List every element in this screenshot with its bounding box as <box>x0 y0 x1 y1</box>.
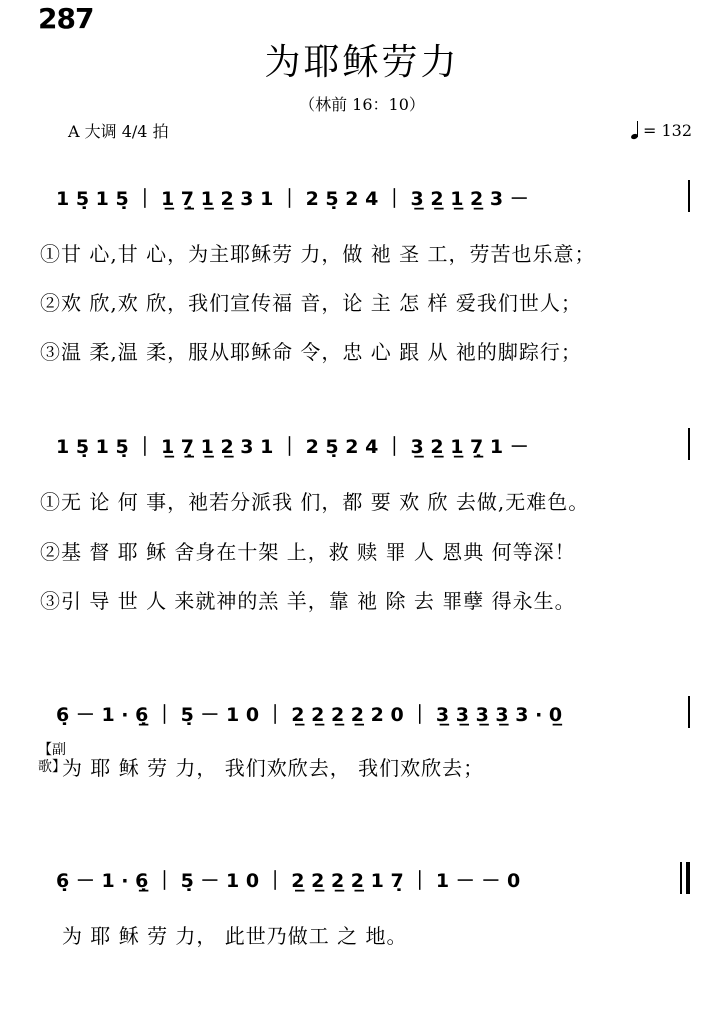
lyric-line-1-2: ②欢 欣,欢 欣，我们宣传福 音，论 主 怎 样 爱我们世人； <box>40 291 582 315</box>
lyric-line-3-1: 为 耶 稣 劳 力， 我们欢欣去， 我们欢欣去； <box>62 756 485 780</box>
hymn-number: 287 <box>38 2 94 35</box>
tempo-marking <box>631 119 692 140</box>
final-barline-thick <box>686 862 690 894</box>
notation-line-2: 1 5̣ 1 5̣ ｜ 1̲ 7̲̣ 1̲ 2̲ 3 1 ｜ 2 5̣ 2 4 ｜ 3̲ 2̲ 1̲ 7̲̣ 1 － <box>56 436 529 458</box>
tempo-value: = 132 <box>642 121 692 140</box>
final-barline-thin <box>680 862 682 894</box>
quarter-note-icon <box>631 119 641 139</box>
notation-line-1: 1 5̣ 1 5̣ ｜ 1̲ 7̲̣ 1̲ 2̲ 3 1 ｜ 2 5̣ 2 4 ｜ 3̲ 2̲ 1̲ 2̲ 3 － <box>56 188 529 210</box>
end-barline-2 <box>688 428 690 460</box>
lyric-line-2-1: ①无 论 何 事，祂若分派我 们，都 要 欢 欣 去做,无难色。 <box>40 490 590 514</box>
lyric-line-1-1: ①甘 心,甘 心，为主耶稣劳 力，做 祂 圣 工，劳苦也乐意； <box>40 242 596 266</box>
lyric-line-4-1: 为 耶 稣 劳 力， 此世乃做工 之 地。 <box>62 924 408 948</box>
lyric-line-2-3: ③引 导 世 人 来就神的羔 羊，靠 祂 除 去 罪孽 得永生。 <box>40 589 576 613</box>
lyric-line-2-2: ②基 督 耶 稣 舍身在十架 上，救 赎 罪 人 恩典 何等深！ <box>40 540 576 564</box>
notation-line-3: 6̣ － 1 · 6̲̣ ｜ 5̣ － 1 0 ｜ 2̲ 2̲ 2̲ 2̲ 2 0 ｜ 3̲ 3̲ 3̲ 3̲ 3 · 0̲ <box>56 704 563 726</box>
key-signature: A 大调 4/4 拍 <box>68 122 169 141</box>
lyric-line-1-3: ③温 柔,温 柔，服从耶稣命 令，忠 心 跟 从 祂的脚踪行； <box>40 340 582 364</box>
hymn-title: 为耶稣劳力 <box>264 42 460 83</box>
end-barline-3 <box>688 696 690 728</box>
end-barline-1 <box>688 180 690 212</box>
notation-line-4: 6̣ － 1 · 6̲̣ ｜ 5̣ － 1 0 ｜ 2̲ 2̲ 2̲ 2̲ 1 7̣ ｜ 1 － － 0 <box>56 870 521 892</box>
chorus-label: 【副歌】 <box>38 742 66 775</box>
scripture-reference: （林前 16：10） <box>299 95 425 114</box>
